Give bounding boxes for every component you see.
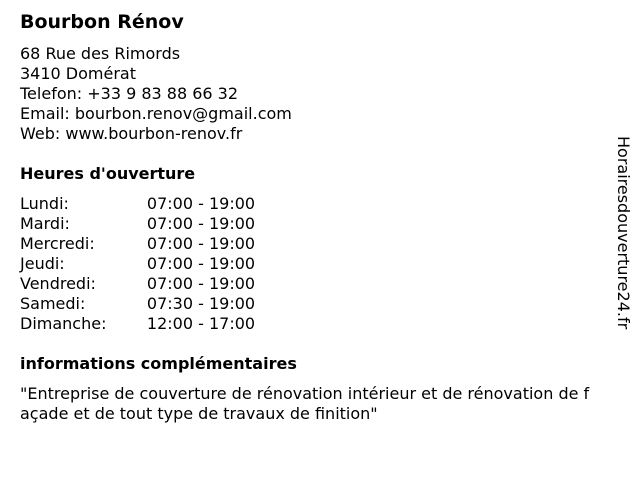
hours-day: Mercredi: <box>20 234 95 253</box>
web-text: Web: www.bourbon-renov.fr <box>20 124 243 143</box>
hours-row-jeudi <box>20 254 264 274</box>
phone-text: Telefon: +33 9 83 88 66 32 <box>20 84 239 103</box>
hours-row-lundi <box>20 194 264 214</box>
address-city: 3410 Domérat <box>20 64 136 83</box>
hours-day: Jeudi: <box>20 254 65 273</box>
hours-time: 07:30 - 19:00 <box>146 294 256 313</box>
hours-time: 07:00 - 19:00 <box>146 214 256 233</box>
hours-time: 07:00 - 19:00 <box>146 274 256 293</box>
hours-row-mercredi <box>20 234 264 254</box>
business-name: Bourbon Rénov <box>20 11 184 33</box>
site-watermark: Horairesdouverture24.fr <box>614 136 633 330</box>
hours-time: 07:00 - 19:00 <box>146 254 256 273</box>
hours-table <box>20 194 264 334</box>
hours-row-samedi <box>20 294 264 314</box>
info-description: "Entreprise de couverture de rénovation intérieur et de rénovation de façade et de tout type de travaux de finition" <box>20 384 590 423</box>
hours-day: Lundi: <box>20 194 69 213</box>
hours-row-vendredi <box>20 274 264 294</box>
hours-heading: Heures d'ouverture <box>20 164 196 183</box>
hours-row-dimanche <box>20 314 264 334</box>
hours-row-mardi <box>20 214 264 234</box>
hours-time: 12:00 - 17:00 <box>146 314 256 333</box>
hours-time: 07:00 - 19:00 <box>146 234 256 253</box>
email-text: Email: bourbon.renov@gmail.com <box>20 104 292 123</box>
address-street: 68 Rue des Rimords <box>20 44 181 63</box>
contact-block <box>20 44 292 144</box>
hours-day: Mardi: <box>20 214 70 233</box>
hours-time: 07:00 - 19:00 <box>146 194 256 213</box>
hours-day: Vendredi: <box>20 274 96 293</box>
hours-day: Dimanche: <box>20 314 107 333</box>
info-heading: informations complémentaires <box>20 354 297 373</box>
hours-day: Samedi: <box>20 294 86 313</box>
